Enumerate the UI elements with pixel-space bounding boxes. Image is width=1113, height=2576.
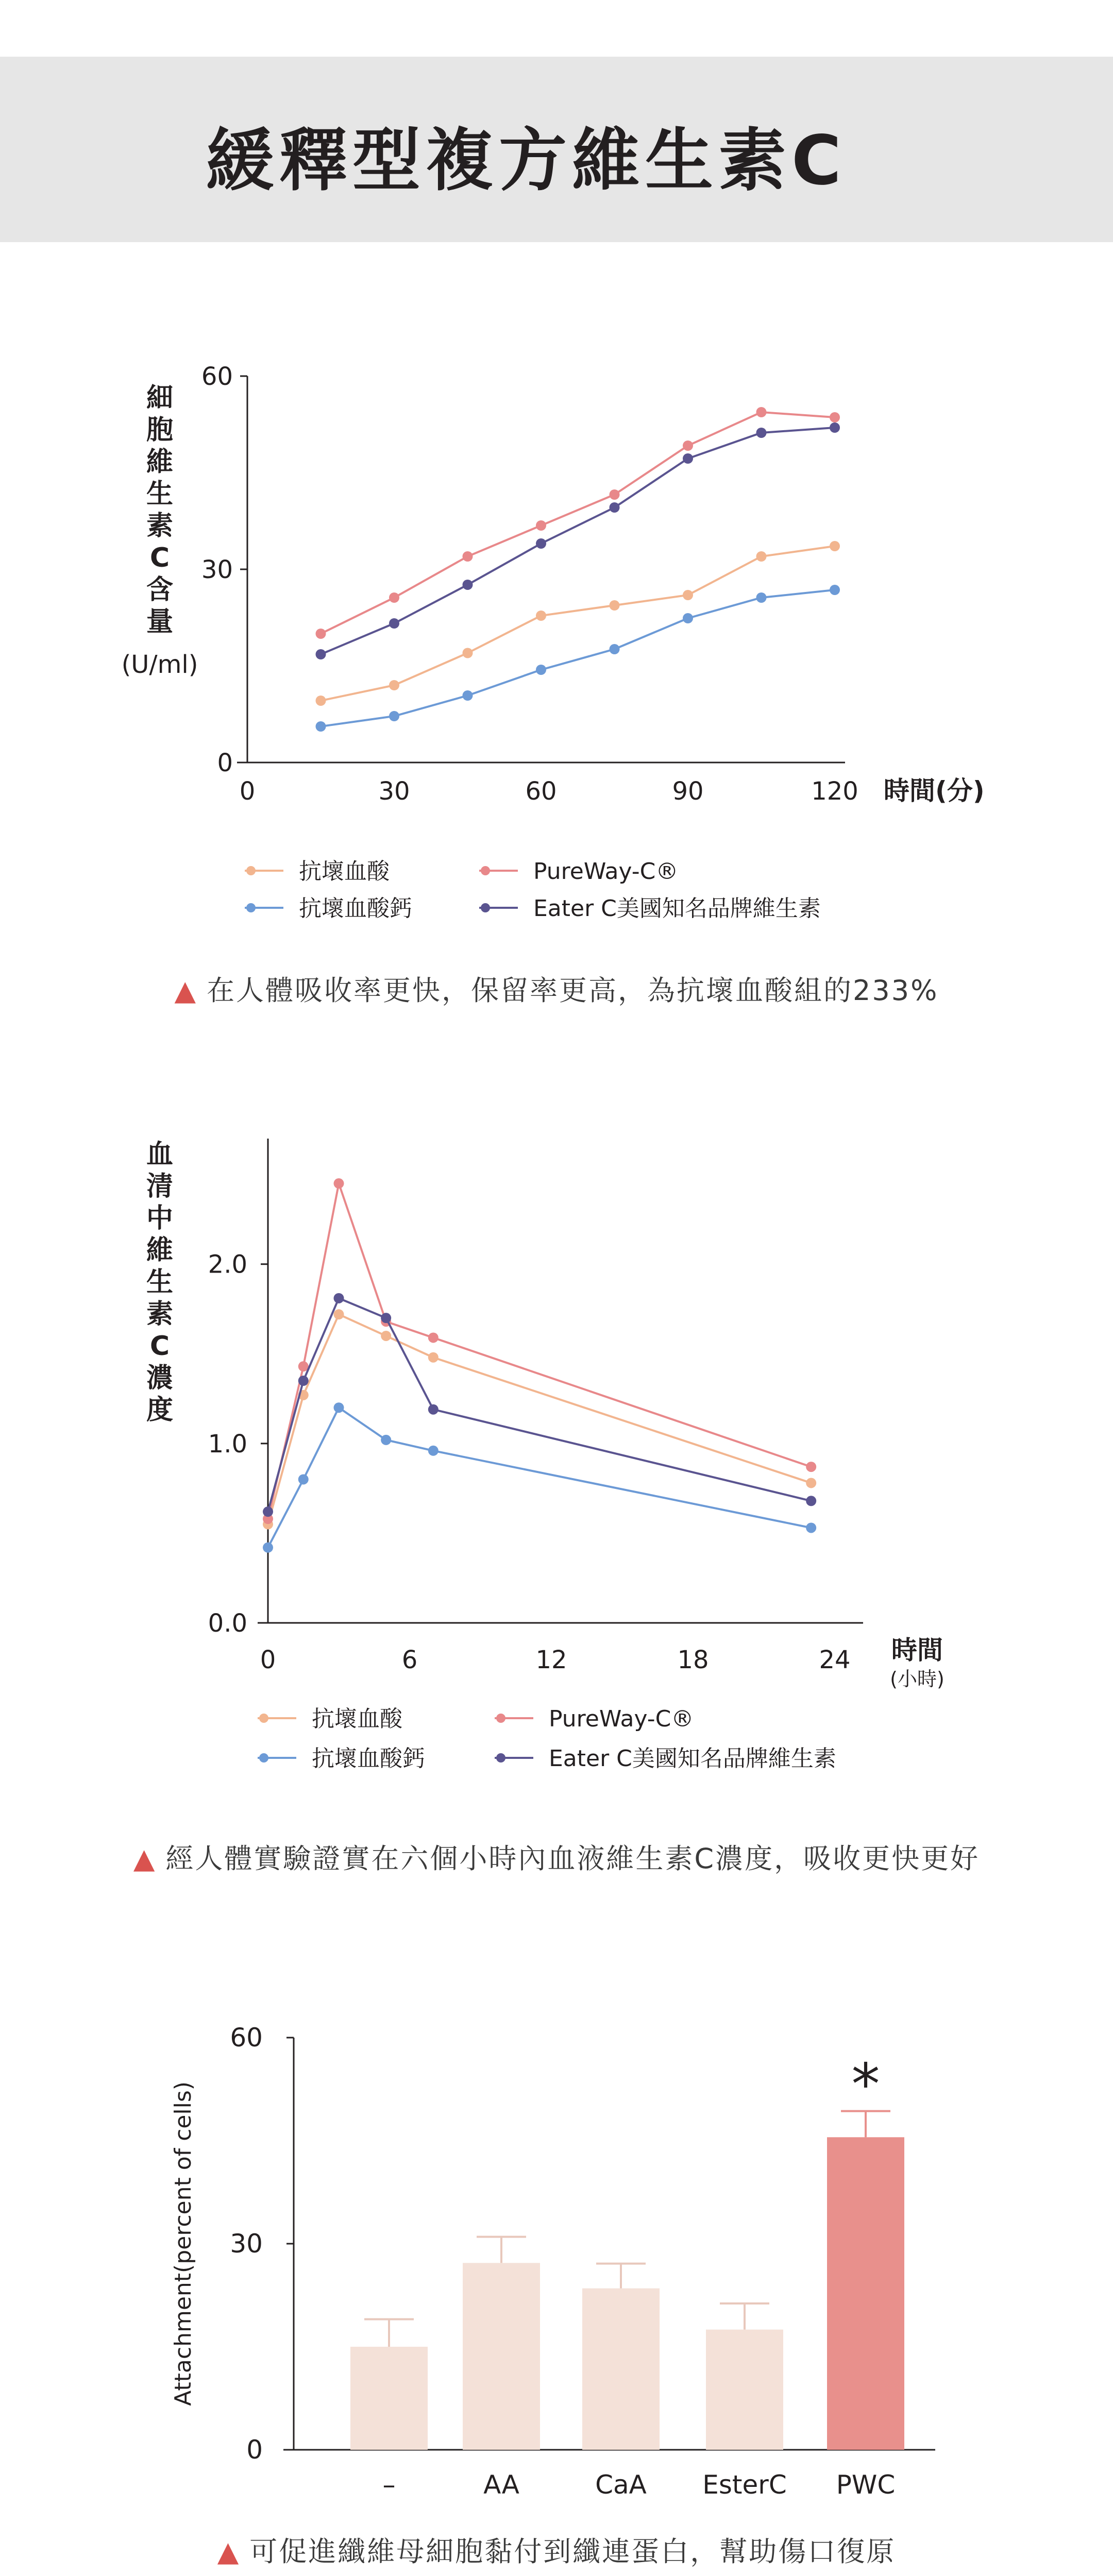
y-axis-label-char: 濃: [146, 1363, 174, 1394]
y-tick-label: 0.0: [208, 1609, 247, 1638]
x-axis-label: 時間: [891, 1635, 943, 1665]
legend-label: Eater C美國知名品牌維生素: [549, 1745, 836, 1772]
y-axis-label-char: 清: [146, 1171, 174, 1202]
y-tick-label: 60: [230, 2023, 263, 2053]
bar-4: [827, 2137, 904, 2450]
legend-label: 抗壞血酸: [299, 858, 390, 885]
legend-label: PureWay-C®: [549, 1706, 694, 1732]
x-tick-label: CaA: [595, 2470, 647, 2500]
x-tick-label: AA: [483, 2470, 519, 2500]
x-tick-label: EsterC: [702, 2470, 787, 2500]
x-tick-label: 6: [401, 1646, 418, 1674]
legend-label: 抗壞血酸鈣: [299, 895, 412, 922]
y-axis-label-char: 生: [146, 1267, 174, 1298]
x-tick-label: 0: [260, 1646, 276, 1674]
y-tick-label: 60: [201, 362, 233, 391]
bar-0: [350, 2347, 428, 2450]
y-axis-label-char: 量: [146, 606, 174, 637]
legend-label: 抗壞血酸鈣: [312, 1745, 425, 1772]
y-axis-label-char: 維: [146, 1235, 174, 1266]
chart3-caption-text-1: 可促進纖維母細胞黏付到纖連蛋白，幫助傷口復原: [249, 2535, 896, 2568]
y-axis-label-char: 生: [146, 479, 174, 510]
chart2-caption-text: 經人體實驗證實在六個小時內血液維生素C濃度，吸收更快更好: [165, 1842, 980, 1875]
y-axis-label: Attachment(percent of cells): [170, 2081, 196, 2406]
x-tick-label: 60: [525, 777, 557, 806]
y-tick-label: 30: [201, 555, 233, 584]
legend-label: 抗壞血酸: [312, 1706, 402, 1732]
y-tick-label: 30: [230, 2229, 263, 2259]
triangle-icon: ▲: [174, 974, 198, 1007]
x-axis-unit: (小時): [890, 1668, 945, 1690]
bar-2: [582, 2289, 660, 2450]
y-axis-label-char: 素: [146, 511, 174, 541]
page-title: 緩釋型複方維生素C: [206, 121, 847, 200]
x-tick-label: 90: [672, 777, 704, 806]
significance-mark: *: [851, 2051, 880, 2117]
y-axis-label-char: 中: [146, 1203, 174, 1234]
x-tick-label: PWC: [836, 2470, 896, 2500]
y-axis-label-char: 含: [146, 574, 174, 605]
y-tick-label: 1.0: [208, 1429, 247, 1459]
bar-3: [706, 2330, 783, 2450]
x-tick-label: –: [382, 2470, 396, 2500]
x-tick-label: 24: [819, 1646, 851, 1674]
y-axis-label-char: 胞: [146, 415, 174, 446]
y-tick-label: 0: [217, 749, 233, 777]
x-tick-label: 18: [677, 1646, 709, 1674]
chart3-caption-line1: [0, 2530, 1113, 2569]
y-axis-label-char: C: [149, 1331, 170, 1362]
x-tick-label: 12: [535, 1646, 567, 1674]
y-axis-unit: (U/ml): [121, 650, 198, 679]
y-axis-label-char: 維: [146, 447, 174, 478]
bar-1: [463, 2263, 540, 2450]
x-axis-label: 時間(分): [884, 776, 985, 806]
x-tick-label: 120: [811, 777, 858, 806]
legend-label: Eater C美國知名品牌維生素: [533, 895, 821, 922]
y-tick-label: 2.0: [208, 1250, 247, 1279]
y-axis-label-char: 素: [146, 1299, 174, 1330]
y-tick-label: 0: [246, 2435, 263, 2465]
y-axis-label-char: 細: [146, 383, 174, 414]
x-tick-label: 0: [239, 777, 256, 806]
y-axis-label-char: 血: [146, 1139, 174, 1170]
y-axis-label-char: C: [149, 543, 170, 573]
x-tick-label: 30: [378, 777, 410, 806]
y-axis-label-char: 度: [146, 1395, 174, 1426]
triangle-icon: ▲: [133, 1842, 157, 1875]
triangle-icon: ▲: [217, 2535, 241, 2568]
chart1-caption-text: 在人體吸收率更快，保留率更高，為抗壞血酸組的233%: [207, 974, 939, 1007]
legend-label: PureWay-C®: [533, 858, 679, 885]
